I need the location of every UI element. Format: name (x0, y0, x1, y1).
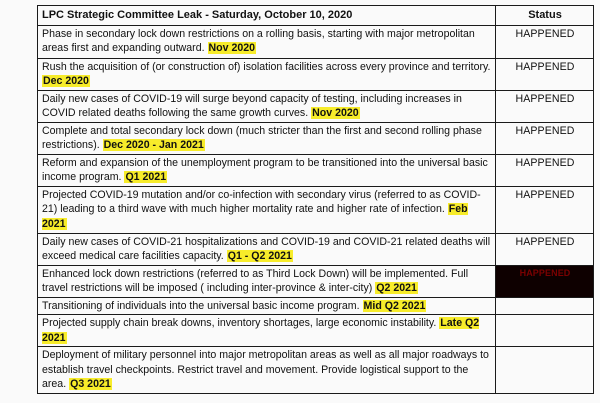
row-text: Projected COVID-19 mutation and/or co-infection with secondary virus (referred to as COVID-21) leading to a third wave with much higher mortality rate and higher rate of infection. (42, 188, 481, 216)
row-text: Deployment of military personnel into major metropolitan areas as well as all major roadways to establish travel checkpoints. Restrict travel and movement. Provide logistical support to the area. (42, 349, 489, 391)
row-description (38, 25, 496, 58)
status-cell-redacted: HAPPENED (496, 265, 594, 297)
row-description (38, 265, 496, 297)
status-cell: HAPPENED (496, 122, 594, 154)
status-cell (496, 315, 594, 347)
table-row (38, 347, 594, 394)
table-row (38, 58, 594, 90)
row-date-highlight: Late Q2 2021 (42, 317, 480, 344)
row-description (38, 233, 496, 265)
table-row (38, 265, 594, 297)
row-text: Daily new cases of COVID-19 will surge beyond capacity of testing, including increases in COVID related deaths following the same growth curves. (42, 92, 462, 120)
row-description (38, 297, 496, 314)
status-cell (496, 297, 594, 314)
row-description (38, 315, 496, 347)
row-date-highlight: Q1 - Q2 2021 (227, 250, 292, 263)
status-column-header: Status (496, 6, 594, 26)
row-date-highlight: Q3 2021 (70, 378, 111, 391)
row-text: Complete and total secondary lock down (much stricter than the first and second rolling phase restrictions). (42, 124, 482, 152)
row-date-highlight: Q2 2021 (376, 282, 417, 295)
table-row (38, 154, 594, 186)
table-row (38, 315, 594, 347)
status-cell (496, 347, 594, 394)
table-row (38, 297, 594, 314)
row-text: Reform and expansion of the unemployment program to be transitioned into the universal basic income program. (42, 156, 488, 184)
row-date-highlight: Q1 2021 (125, 171, 167, 184)
status-cell: HAPPENED (496, 186, 594, 233)
row-text: Enhanced lock down restrictions (referred to as Third Lock Down) will be implemented. Full travel restrictions will be imposed ( including inter-province & inter-city) (42, 267, 469, 295)
row-date-highlight: Feb 2021 (42, 203, 468, 230)
row-text: Projected supply chain break downs, inventory shortages, large economic instability. (42, 317, 437, 330)
row-text: Daily new cases of COVID-21 hospitalizations and COVID-19 and COVID-21 related deaths will exceed medical care facilities capacity. (42, 235, 491, 263)
row-date-highlight: Dec 2020 - Jan 2021 (103, 139, 204, 152)
status-cell: HAPPENED (496, 25, 594, 58)
status-cell: HAPPENED (496, 154, 594, 186)
row-description (38, 347, 496, 394)
row-date-highlight: Nov 2020 (312, 107, 359, 120)
row-description (38, 154, 496, 186)
table-header-row (38, 6, 594, 26)
row-description (38, 58, 496, 90)
row-description (38, 122, 496, 154)
row-text: Phase in secondary lock down restrictions on a rolling basis, starting with major metropolitan areas first and expanding outward. (42, 27, 475, 55)
status-cell: HAPPENED (496, 233, 594, 265)
row-date-highlight: Dec 2020 (43, 75, 89, 88)
table-row (38, 233, 594, 265)
leak-table (37, 5, 594, 394)
status-cell: HAPPENED (496, 58, 594, 90)
table-row (38, 186, 594, 233)
row-date-highlight: Nov 2020 (208, 42, 256, 55)
row-description (38, 186, 496, 233)
row-date-highlight: Mid Q2 2021 (363, 299, 426, 312)
row-text: Transitioning of individuals into the universal basic income program. (42, 299, 360, 312)
row-description (38, 90, 496, 122)
status-cell: HAPPENED (496, 90, 594, 122)
table-title: LPC Strategic Committee Leak - Saturday, October 10, 2020 (38, 6, 496, 26)
table-row (38, 90, 594, 122)
row-text: Rush the acquisition of (or construction of) isolation facilities across every province and territory. (42, 60, 491, 73)
table-row (38, 25, 594, 58)
table-row (38, 122, 594, 154)
